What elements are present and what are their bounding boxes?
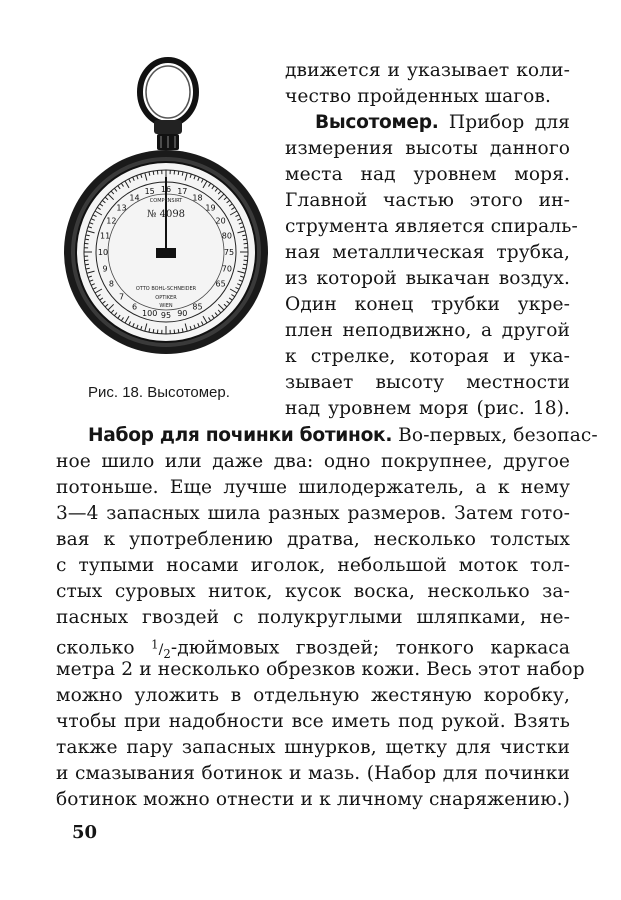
text-line: также пару запасных шнурков, щетку для чистки: [56, 737, 570, 758]
dial-tick: [85, 264, 89, 265]
text-line: Один конец трубки укре-: [285, 294, 570, 315]
dial-tick: [153, 329, 154, 333]
dial-number: 85: [192, 302, 203, 312]
text-line: чтобы при надобности все иметь под рукой. Взять: [56, 711, 570, 732]
dial-number: 17: [177, 187, 188, 197]
dial-number: 13: [116, 203, 127, 213]
text-line: из которой выкачан воздух.: [285, 268, 570, 289]
page-number: 50: [72, 822, 98, 843]
dial-number: 90: [177, 308, 188, 318]
dial-number: 14: [129, 193, 140, 203]
dial-label-top: COMPENSIRT: [149, 198, 183, 204]
dial-number: 8: [108, 279, 114, 289]
altimeter-illustration: [58, 52, 278, 362]
dial-number: 19: [205, 203, 216, 213]
dial-serial: № 4098: [146, 209, 186, 220]
text-line: движется и указывает коли-: [285, 60, 570, 81]
figure-caption: Рис. 18. Высотомер.: [88, 384, 230, 401]
text-line: плен неподвижно, а другой: [285, 320, 570, 341]
dial-number: 9: [102, 264, 108, 274]
dial-number: 18: [192, 193, 203, 203]
dial-tick: [178, 171, 179, 175]
heading-altimeter: Высотомер.: [315, 112, 439, 133]
dial-maker-2: OPTIKER: [155, 295, 177, 301]
text-line: потоньше. Еще лучше шилодержатель, а к нему: [56, 477, 570, 498]
text-line: и смазывания ботинок и мазь. (Набор для починки: [56, 763, 570, 784]
text-line: Набор для починки ботинок. Во-первых, безопас-: [88, 425, 598, 446]
dial-number: 11: [100, 231, 111, 241]
text-line: метра 2 и несколько обрезков кожи. Весь этот набор: [56, 659, 585, 680]
dial-maker-3: WIEN: [159, 303, 173, 309]
dial-tick: [243, 239, 247, 240]
dial-number: 6: [131, 302, 138, 312]
text-line: 3—4 запасных шила разных размеров. Затем гото-: [56, 503, 570, 524]
dial-number: 20: [215, 216, 226, 226]
text-line: зывает высоту местности: [285, 372, 570, 393]
text-line: ное шило или даже два: одно покрупнее, другое: [56, 451, 570, 472]
dial-tick: [85, 239, 89, 240]
text-line: к стрелке, которая и ука-: [285, 346, 570, 367]
dial-number: 12: [106, 216, 117, 226]
text-line: ботинок можно отнести и к личному снаряжению.): [56, 789, 570, 810]
dial-number: 100: [142, 308, 158, 318]
text-line: над уровнем моря (рис. 18).: [285, 398, 570, 419]
dial-tick: [243, 264, 247, 265]
dial-number: 15: [144, 187, 155, 197]
text-line: Главной частью этого ин-: [285, 190, 570, 211]
text-line: пасных гвоздей с полукруглыми шляпками, не-: [56, 607, 570, 628]
dial-number: 75: [223, 248, 235, 257]
text-line: стых суровых ниток, кусок воска, несколько за-: [56, 581, 570, 602]
dial-number: 10: [97, 248, 109, 257]
altimeter-icon: [58, 52, 278, 362]
text-line: измерения высоты данного: [285, 138, 570, 159]
dial-number: 95: [160, 311, 172, 320]
text-line: ная металлическая трубка,: [285, 242, 570, 263]
dial-number: 65: [215, 279, 226, 289]
text-line: Высотомер. Прибор для: [315, 112, 570, 133]
text-line: чество пройденных шагов.: [285, 86, 551, 107]
text-line: вая к употреблению дратва, несколько толстых: [56, 529, 570, 550]
dial-number: 70: [221, 264, 232, 274]
text-line: струмента является спираль-: [285, 216, 578, 237]
dial-number: 7: [118, 292, 125, 302]
dial-tick: [153, 171, 154, 175]
dial-number: 16: [160, 185, 172, 194]
dial-tick: [178, 329, 179, 333]
fraction: $^1/_2$: [151, 637, 171, 661]
text-line: места над уровнем моря.: [285, 164, 570, 185]
text-line: с тупыми носами иголок, небольшой моток тол-: [56, 555, 570, 576]
text-line: сколько $^1/_2$-дюймовых гвоздей; тонкого каркаса: [56, 637, 570, 661]
text-line: можно уложить в отдельную жестяную коробку,: [56, 685, 570, 706]
heading-boot-repair: Набор для починки ботинок.: [88, 425, 393, 446]
dial-maker-1: OTTO BOHL-SCHNEIDER: [135, 286, 197, 292]
dial-number: 80: [221, 231, 232, 241]
